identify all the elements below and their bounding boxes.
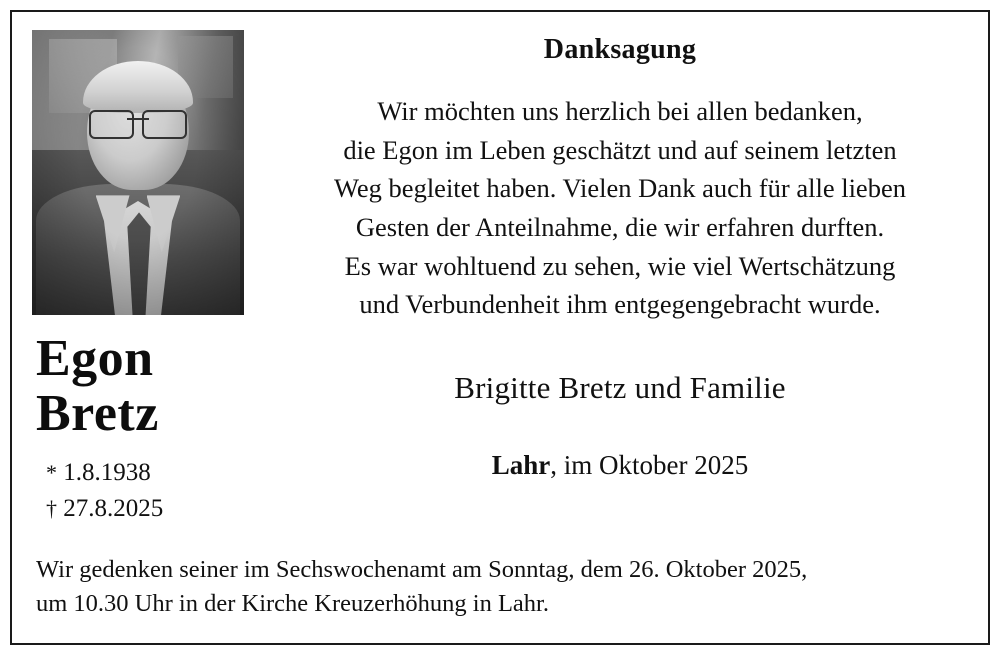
footer-line: Wir gedenken seiner im Sechswochenamt am Sonntag, dem 26. Oktober 2025, bbox=[36, 556, 808, 584]
footer-line: um 10.30 Uhr in der Kirche Kreuzerhöhung in Lahr. bbox=[36, 590, 549, 618]
message-line: und Verbundenheit ihm entgegengebracht wurde. bbox=[359, 289, 881, 320]
death-date-row bbox=[46, 491, 262, 527]
message-line: die Egon im Leben geschätzt und auf seinem letzten bbox=[343, 134, 897, 165]
right-column bbox=[274, 34, 966, 481]
place-name: Lahr bbox=[491, 450, 551, 481]
page-title: Danksagung bbox=[543, 34, 697, 65]
birth-symbol-icon: * bbox=[46, 460, 57, 486]
memorial-service-info bbox=[36, 553, 964, 621]
message-line: Es war wohltuend zu sehen, wie viel Wertschätzung bbox=[344, 250, 896, 281]
thank-you-message bbox=[274, 92, 966, 324]
birth-date-row bbox=[46, 455, 262, 491]
cross-symbol-icon: † bbox=[46, 495, 57, 521]
given-name: Egon bbox=[36, 330, 154, 387]
left-column bbox=[32, 30, 262, 526]
message-line: Weg begleitet haben. Vielen Dank auch für alle lieben bbox=[334, 173, 906, 204]
life-dates bbox=[32, 455, 262, 526]
family-name: Bretz bbox=[36, 385, 159, 443]
death-date: 27.8.2025 bbox=[63, 494, 164, 522]
portrait-photo bbox=[32, 30, 244, 315]
deceased-name bbox=[32, 331, 262, 441]
message-line: Gesten der Anteilnahme, die wir erfahren durften. bbox=[355, 212, 885, 243]
photo-vignette bbox=[32, 30, 244, 315]
place-and-date bbox=[274, 450, 966, 481]
place-date-suffix: , im Oktober 2025 bbox=[550, 450, 749, 481]
family-signature: Brigitte Bretz und Familie bbox=[454, 370, 786, 406]
message-line: Wir möchten uns herzlich bei allen bedanken, bbox=[377, 96, 863, 126]
birth-date: 1.8.1938 bbox=[63, 459, 151, 487]
notice-border bbox=[10, 10, 990, 645]
